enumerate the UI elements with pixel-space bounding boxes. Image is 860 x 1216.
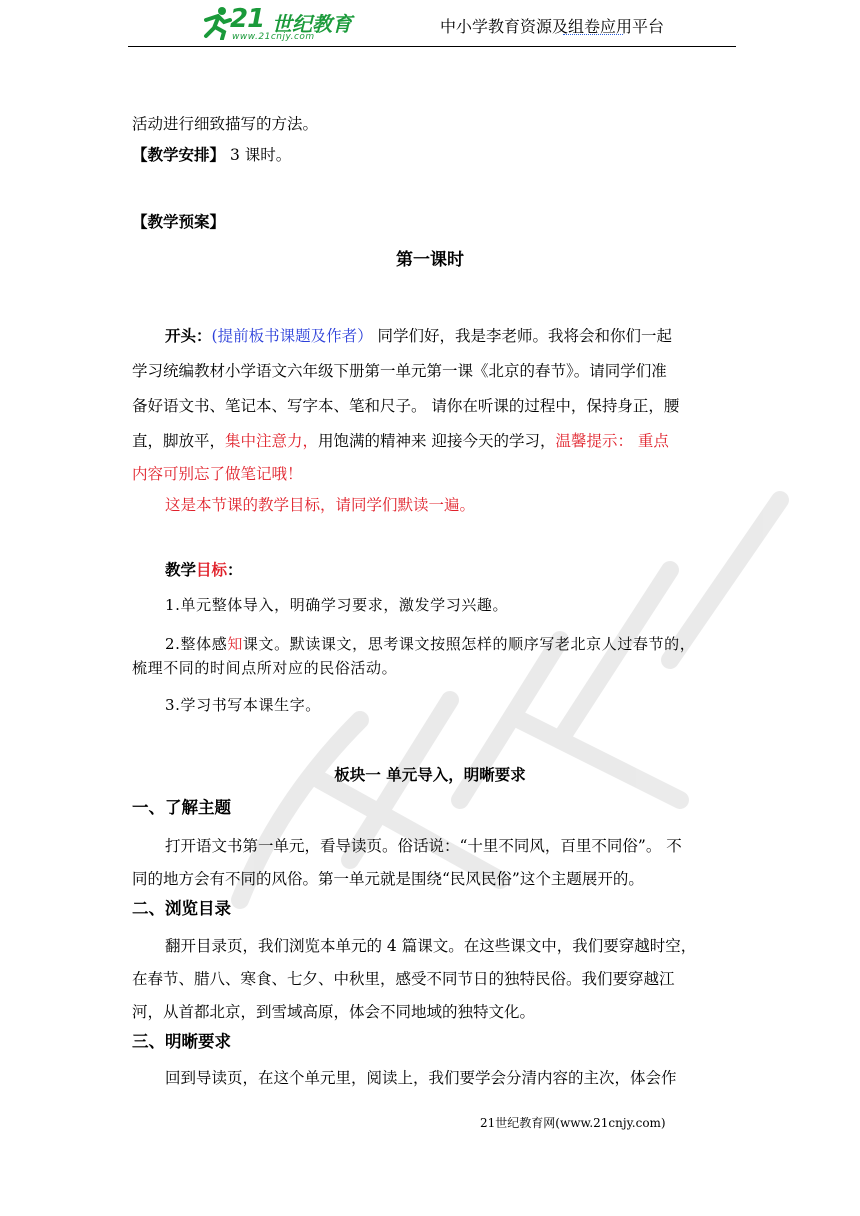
text-line: 活动进行细致描写的方法。 (132, 115, 319, 133)
arrangement-label: 【教学安排】 (132, 145, 226, 164)
section-2-line-1: 翻开目录页，我们浏览本单元的 4 篇课文。在这些课文中，我们要穿越时空， (165, 937, 697, 955)
section-1-line-2: 同的地方会有不同的风俗。第一单元就是围绕“民风民俗”这个主题展开的。 (132, 870, 644, 888)
logo-url: www.21cnjy.com (232, 32, 315, 42)
opening-line-2: 学习统编教材小学语文六年级下册第一单元第一课《北京的春节》。请同学们准 (132, 362, 667, 380)
lesson-title: 第一课时 (396, 250, 464, 270)
tip-text: 温馨提示： 重点 (555, 432, 669, 450)
header-divider (128, 46, 736, 47)
block-heading: 板块一 单元导入，明晰要求 (334, 765, 526, 784)
goal-item-2-cont: 梳理不同的时间点所对应的民俗活动。 (132, 659, 398, 677)
section-heading-1: 一、了解主题 (132, 798, 231, 817)
logo-number: 21 (230, 4, 265, 34)
platform-title: 中小学教育资源及组卷应用平台 (440, 17, 665, 36)
opening-line-1 (165, 326, 672, 346)
opening-line-6: 这是本节课的教学目标，请同学们默读一遍。 (165, 496, 476, 514)
goal-item-1: 1.单元整体导入，明确学习要求，激发学习兴趣。 (165, 596, 509, 614)
highlight-text: 集中注意力， (225, 432, 319, 450)
highlight-text: 目标 (196, 560, 228, 579)
platform-underline (563, 34, 623, 35)
goals-heading (165, 560, 243, 580)
opening-line-3: 备好语文书、笔记本、写字本、笔和尺子。 请你在听课的过程中，保持身正，腰 (132, 397, 680, 415)
arrangement-value: 3 课时。 (225, 146, 292, 164)
opening-note: (提前板书课题及作者） (211, 327, 373, 345)
highlight-text: 知 (227, 635, 243, 653)
text-span: 直，脚放平， (132, 432, 226, 450)
goal-item-3: 3.学习书写本课生字。 (165, 696, 321, 714)
section-2-line-3: 河，从首都北京，到雪域高原，体会不同地域的独特文化。 (132, 1003, 536, 1021)
plan-heading: 【教学预案】 (132, 212, 226, 231)
text-span: 教学 (165, 560, 197, 579)
section-heading-2: 二、浏览目录 (132, 899, 231, 918)
text-span: 用饱满的精神来 迎接今天的学习， (318, 432, 556, 450)
page-footer: 21世纪教育网(www.21cnjy.com) (480, 1116, 666, 1130)
section-3-line-1: 回到导读页，在这个单元里，阅读上，我们要学会分清内容的主次，体会作 (165, 1069, 677, 1087)
site-logo (200, 4, 370, 44)
text-span: ： (227, 560, 243, 579)
opening-label: 开头： (165, 326, 212, 345)
arrangement-line (132, 145, 291, 165)
section-heading-3: 三、明晰要求 (132, 1032, 231, 1051)
opening-line-5: 内容可别忘了做笔记哦！ (132, 465, 303, 483)
goal-item-2 (165, 634, 695, 654)
text-span: 课文。默读课文，思考课文按照怎样的顺序写老北京人过春节的， (242, 635, 696, 653)
logo-text: 世纪教育 (272, 12, 352, 36)
runner-icon (200, 6, 234, 40)
section-1-line-1: 打开语文书第一单元，看导读页。俗话说：“十里不同风，百里不同俗”。 不 (165, 837, 682, 855)
section-2-line-2: 在春节、腊八、寒食、七夕、中秋里，感受不同节日的独特民俗。我们要穿越江 (132, 970, 675, 988)
opening-text: 同学们好，我是李老师。我将会和你们一起 (372, 327, 673, 345)
opening-line-4 (132, 431, 669, 451)
text-span: 2.整体感 (165, 635, 228, 653)
